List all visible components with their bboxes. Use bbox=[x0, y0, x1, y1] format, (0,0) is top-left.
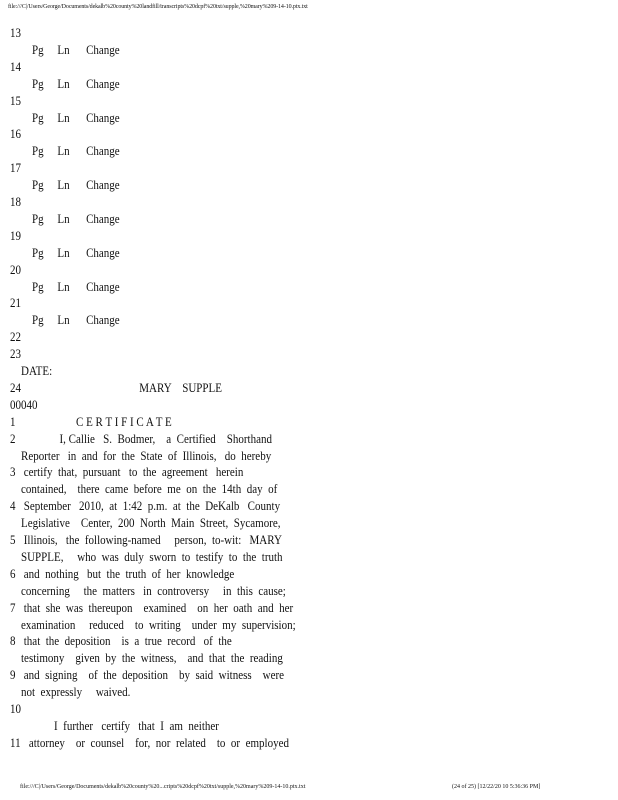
transcript-line: 6 and nothing but the truth of her knowledge bbox=[10, 566, 235, 581]
transcript-line: 18 bbox=[10, 195, 21, 209]
transcript-line: 3 certify that, pursuant to the agreement herein bbox=[10, 465, 244, 480]
transcript-line: 20 bbox=[10, 262, 21, 277]
transcript-line: 17 bbox=[10, 161, 21, 176]
transcript-line: 11 attorney or counsel for, nor related to or employed bbox=[10, 735, 289, 750]
transcript-line: SUPPLE, who was duly sworn to testify to the truth bbox=[10, 549, 283, 564]
transcript-line: Reporter in and for the State of Illinois, do hereby bbox=[10, 448, 272, 463]
transcript-line: 13 bbox=[10, 26, 21, 40]
transcript-line: Pg Ln Change bbox=[10, 279, 120, 294]
transcript-line: 16 bbox=[10, 127, 21, 142]
transcript-line: examination reduced to writing under my supervision; bbox=[10, 617, 296, 632]
file-path-header: file:///C|/Users/George/Documents/dekalb%20county%20landfill/transcripts%20dcpf%20txt/supple,%20mary%209-14-10.ptx.txt bbox=[8, 4, 308, 10]
footer-file-path: file:///C|/Users/George/Documents/dekalb%20county%20...cripts%20dcpf%20txt/supple,%20mary%209-14-10.ptx.txt bbox=[20, 784, 306, 790]
transcript-line: not expressly waived. bbox=[10, 685, 131, 700]
transcript-line: Pg Ln Change bbox=[10, 211, 120, 226]
transcript-line: Pg Ln Change bbox=[10, 178, 120, 193]
transcript-line: Pg Ln Change bbox=[10, 76, 120, 91]
transcript-line: testimony given by the witness, and that the reading bbox=[10, 651, 283, 666]
transcript-line: 8 that the deposition is a true record of the bbox=[10, 634, 232, 649]
transcript-line: 00040 bbox=[10, 397, 38, 412]
transcript-line: 14 bbox=[10, 59, 21, 74]
transcript-line: DATE: bbox=[10, 364, 53, 378]
transcript-line: Pg Ln Change bbox=[10, 110, 120, 125]
transcript-line: Pg Ln Change bbox=[10, 42, 120, 57]
transcript-line: Pg Ln Change bbox=[10, 144, 120, 159]
transcript-line: 5 Illinois, the following-named person, to-wit: MARY bbox=[10, 533, 282, 547]
transcript-line: 15 bbox=[10, 93, 21, 108]
transcript-line: 4 September 2010, at 1:42 p.m. at the DeKalb County bbox=[10, 499, 281, 514]
transcript-line: 7 that she was thereupon examined on her oath and her bbox=[10, 600, 294, 615]
transcript-line: 10 bbox=[10, 702, 21, 716]
transcript-line: 24 MARY SUPPLE bbox=[10, 380, 222, 395]
transcript-line: 9 and signing of the deposition by said witness were bbox=[10, 668, 285, 683]
transcript-line: Pg Ln Change bbox=[10, 313, 120, 328]
transcript-line: concerning the matters in controversy in this cause; bbox=[10, 583, 286, 598]
transcript-line: 22 bbox=[10, 330, 21, 345]
transcript-line: I further certify that I am neither bbox=[10, 718, 219, 733]
transcript-line: 19 bbox=[10, 228, 21, 243]
transcript-line: 2 I, Callie S. Bodmer, a Certified Shorthand bbox=[10, 431, 273, 446]
transcript-line: contained, there came before me on the 14th day of bbox=[10, 482, 278, 497]
transcript-line: 23 bbox=[10, 347, 21, 362]
transcript-line: Legislative Center, 200 North Main Street, Sycamore, bbox=[10, 516, 281, 531]
transcript-line: 1 C E R T I F I C A T E bbox=[10, 414, 172, 429]
transcript-line: 21 bbox=[10, 296, 21, 311]
footer-page-info: (24 of 25) [12/22/20 10 5:36:36 PM] bbox=[452, 784, 541, 790]
transcript-line: Pg Ln Change bbox=[10, 245, 120, 260]
